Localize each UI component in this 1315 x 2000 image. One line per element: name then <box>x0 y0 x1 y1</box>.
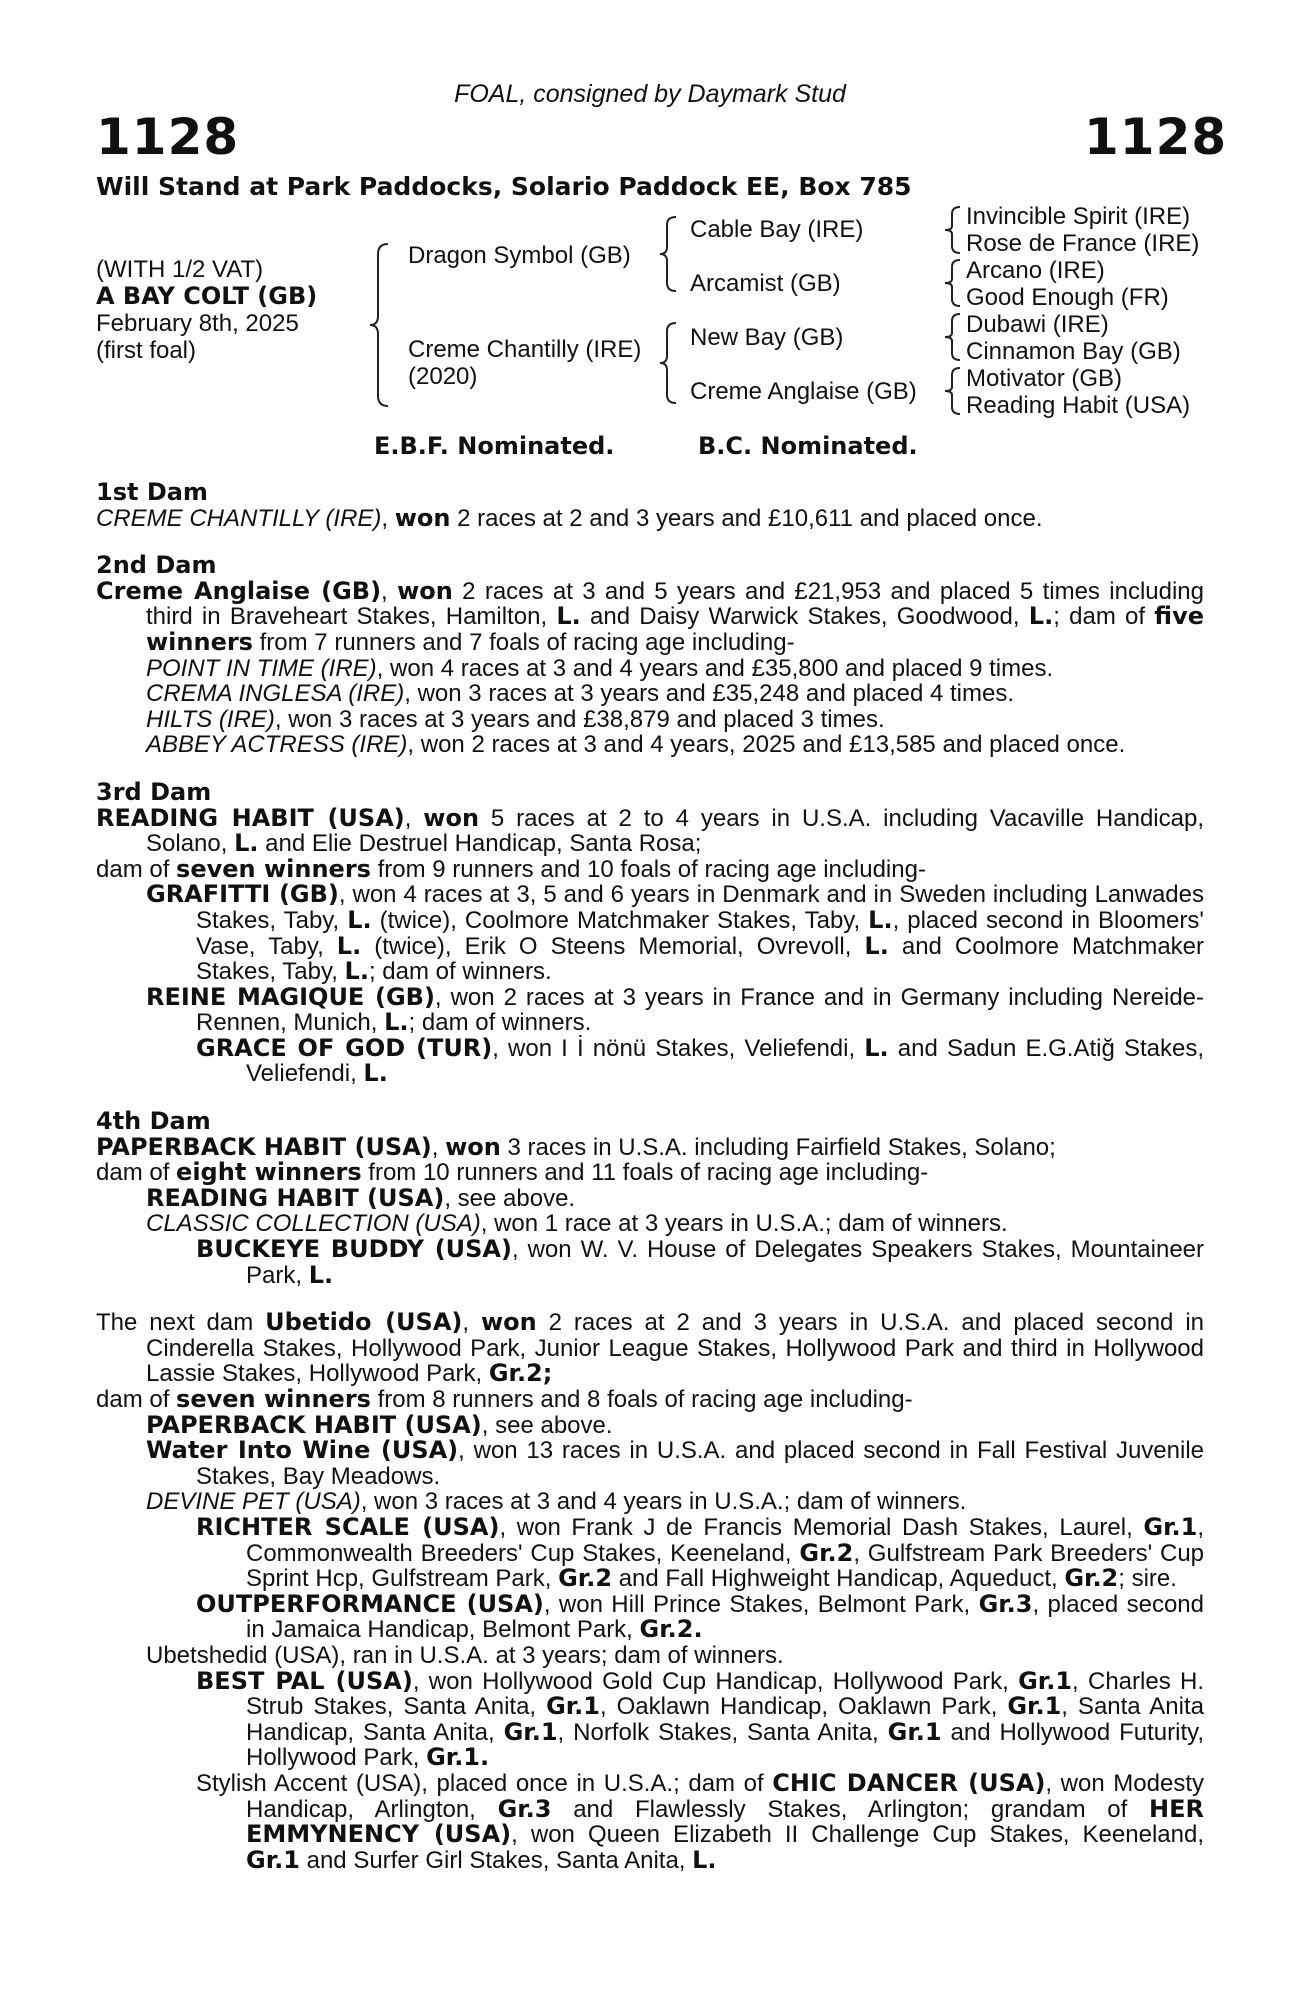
list-item: REINE MAGIQUE (GB), won 2 races at 3 years in France and in Germany including Nereide-Rennen, Munich, L.; dam of winners. <box>146 982 1205 1037</box>
sire-brace <box>656 214 682 294</box>
list-item: Stylish Accent (USA), placed once in U.S.A.; dam of CHIC DANCER (USA), won Modesty Handicap, Arlington, Gr.3 and Flawlessly Stakes, Arlington; grandam of HER EMMYNENCY (USA), won Queen Elizabeth II Challenge Cup Stakes, Keeneland, Gr.1 and Surfer Girl Stakes, Santa Anita, L. <box>196 1768 1205 1874</box>
gg-8: Reading Habit (USA) <box>966 392 1191 419</box>
gg-2: Rose de France (IRE) <box>966 230 1200 257</box>
foaling-date: February 8th, 2025 <box>96 310 299 337</box>
first-dam-name: CREME CHANTILLY (IRE) <box>96 504 382 532</box>
list-item: DEVINE PET (USA), won 3 races at 3 and 4 years in U.S.A.; dam of winners. <box>146 1488 967 1516</box>
fourth-dam-produce: dam of eight winners from 10 runners and 11 foals of racing age including- <box>96 1158 929 1187</box>
stand-location: Will Stand at Park Paddocks, Solario Paddock EE, Box 785 <box>96 172 912 201</box>
third-dam-name: READING HABIT (USA) <box>96 803 405 832</box>
fourth-dam-heading: 4th Dam <box>96 1107 211 1136</box>
list-item: HILTS (IRE), won 3 races at 3 years and £38,879 and placed 3 times. <box>146 705 885 733</box>
gg-7: Motivator (GB) <box>966 365 1123 392</box>
second-dam-heading: 2nd Dam <box>96 551 217 580</box>
list-item: PAPERBACK HABIT (USA), see above. <box>146 1410 613 1439</box>
next-dam-section <box>96 1310 1204 1873</box>
third-dam-section <box>96 777 1205 1088</box>
lot-number-right: 1128 <box>1084 108 1228 166</box>
gg-1: Invincible Spirit (IRE) <box>966 203 1191 230</box>
brace-gg2 <box>940 257 966 309</box>
second-dam-section <box>96 553 1204 758</box>
dam: Creme Chantilly (IRE) <box>408 336 642 363</box>
fourth-dam-name: PAPERBACK HABIT (USA) <box>96 1132 432 1161</box>
family-text <box>96 480 1204 1873</box>
brace-gg4 <box>940 365 966 417</box>
brace-gg1 <box>940 204 966 256</box>
ebf-nominated: E.B.F. Nominated. <box>374 432 615 460</box>
dam-dam: Creme Anglaise (GB) <box>690 378 917 405</box>
fourth-dam-record: PAPERBACK HABIT (USA), won 3 races in U.S.A. including Fairfield Stakes, Solano; <box>96 1132 1056 1161</box>
list-item: Water Into Wine (USA), won 13 races in U.S.A. and placed second in Fall Festival Juvenile Stakes, Bay Meadows. <box>146 1436 1204 1490</box>
dam-sire: New Bay (GB) <box>690 324 844 351</box>
gg-4: Good Enough (FR) <box>966 284 1169 311</box>
second-dam-name: Creme Anglaise (GB) <box>96 576 382 605</box>
vat-note: (WITH 1/2 VAT) <box>96 256 264 283</box>
sire-sire: Cable Bay (IRE) <box>690 216 864 243</box>
list-item: GRACE OF GOD (TUR), won I İ nönü Stakes, Veliefendi, L. and Sadun E.G.Atiğ Stakes, Veliefendi, L. <box>196 1033 1204 1088</box>
list-item: CLASSIC COLLECTION (USA), won 1 race at 3 years in U.S.A.; dam of winners. <box>146 1210 1008 1238</box>
gg-3: Arcano (IRE) <box>966 257 1105 284</box>
sire: Dragon Symbol (GB) <box>408 242 631 269</box>
list-item: ABBEY ACTRESS (IRE), won 2 races at 3 and 4 years, 2025 and £13,585 and placed once. <box>146 731 1126 759</box>
sire-dam: Arcamist (GB) <box>690 270 841 297</box>
list-item: BEST PAL (USA), won Hollywood Gold Cup Handicap, Hollywood Park, Gr.1, Charles H. Strub Stakes, Santa Anita, Gr.1, Oaklawn Handicap, Oaklawn Park, Gr.1, Santa Anita Handicap, Santa Anita, Gr.1, Norfolk Stakes, Santa Anita, Gr.1 and Hollywood Futurity, Hollywood Park, Gr.1. <box>196 1666 1205 1772</box>
list-item: POINT IN TIME (IRE), won 4 races at 3 and 4 years and £35,800 and placed 9 times. <box>146 654 1054 682</box>
next-dam-produce: dam of seven winners from 8 runners and 8 foals of racing age including- <box>96 1385 913 1413</box>
list-item: READING HABIT (USA), see above. <box>146 1183 576 1212</box>
third-dam-record: READING HABIT (USA), won 5 races at 2 to 4 years in U.S.A. including Vacaville Handicap, Solano, L. and Elie Destruel Handicap, Santa Rosa; <box>96 803 1204 858</box>
first-dam-section <box>96 480 1204 531</box>
next-dam-name: Ubetido (USA) <box>265 1308 463 1337</box>
dam-brace <box>656 320 682 406</box>
gg-6: Cinnamon Bay (GB) <box>966 338 1181 365</box>
list-item: BUCKEYE BUDDY (USA), won W. V. House of Delegates Speakers Stakes, Mountaineer Park, L. <box>196 1235 1204 1289</box>
first-dam-heading: 1st Dam <box>96 478 208 506</box>
second-dam-record: Creme Anglaise (GB), won 2 races at 3 and 5 years and £21,953 and placed 5 times including third in Braveheart Stakes, Hamilton, L. and Daisy Warwick Stakes, Goodwood, L.; dam of five winners from 7 runners and 7 foals of racing age including- <box>96 576 1205 656</box>
list-item: OUTPERFORMANCE (USA), won Hill Prince Stakes, Belmont Park, Gr.3, placed second in Jamaica Handicap, Belmont Park, Gr.2. <box>196 1589 1204 1644</box>
brace-gg3 <box>940 311 966 363</box>
bc-nominated: B.C. Nominated. <box>698 432 918 460</box>
list-item: RICHTER SCALE (USA), won Frank J de Francis Memorial Dash Stakes, Laurel, Gr.1, Commonwealth Breeders' Cup Stakes, Keeneland, Gr.2, Gulfstream Park Breeders' Cup Sprint Hcp, Gulfstream Park, Gr.2 and Fall Highweight Handicap, Aqueduct, Gr.2; sire. <box>196 1512 1205 1593</box>
first-dam-record: CREME CHANTILLY (IRE), won 2 races at 2 and 3 years and £10,611 and placed once. <box>96 503 1043 532</box>
horse-name: A BAY COLT (GB) <box>96 282 318 310</box>
list-item: Ubetshedid (USA), ran in U.S.A. at 3 years; dam of winners. <box>146 1641 784 1669</box>
third-dam-produce: dam of seven winners from 9 runners and 10 foals of racing age including- <box>96 854 926 883</box>
gg-5: Dubawi (IRE) <box>966 311 1109 338</box>
third-dam-heading: 3rd Dam <box>96 777 212 806</box>
fourth-dam-section <box>96 1109 1204 1288</box>
consignor-line: FOAL, consigned by Daymark Stud <box>454 80 846 108</box>
next-dam-record: The next dam Ubetido (USA), won 2 races at 2 and 3 years in U.S.A. and placed second in Cinderella Stakes, Hollywood Park, Junior League Stakes, Hollywood Park and third in Hollywood Lassie Stakes, Hollywood Park, Gr.2; <box>96 1308 1204 1388</box>
list-item: CREMA INGLESA (IRE), won 3 races at 3 years and £35,248 and placed 4 times. <box>146 680 1014 708</box>
main-brace <box>366 240 396 410</box>
list-item: GRAFITTI (GB), won 4 races at 3, 5 and 6 years in Denmark and in Sweden including Lanwades Stakes, Taby, L. (twice), Coolmore Matchmaker Stakes, Taby, L., placed second in Bloomers' Vase, Taby, L. (twice), Erik O Steens Memorial, Ovrevoll, L. and Coolmore Matchmaker Stakes, Taby, L.; dam of winners. <box>146 880 1205 986</box>
first-foal-note: (first foal) <box>96 337 197 364</box>
dam-year: (2020) <box>408 363 478 390</box>
lot-number-left: 1128 <box>96 108 240 166</box>
